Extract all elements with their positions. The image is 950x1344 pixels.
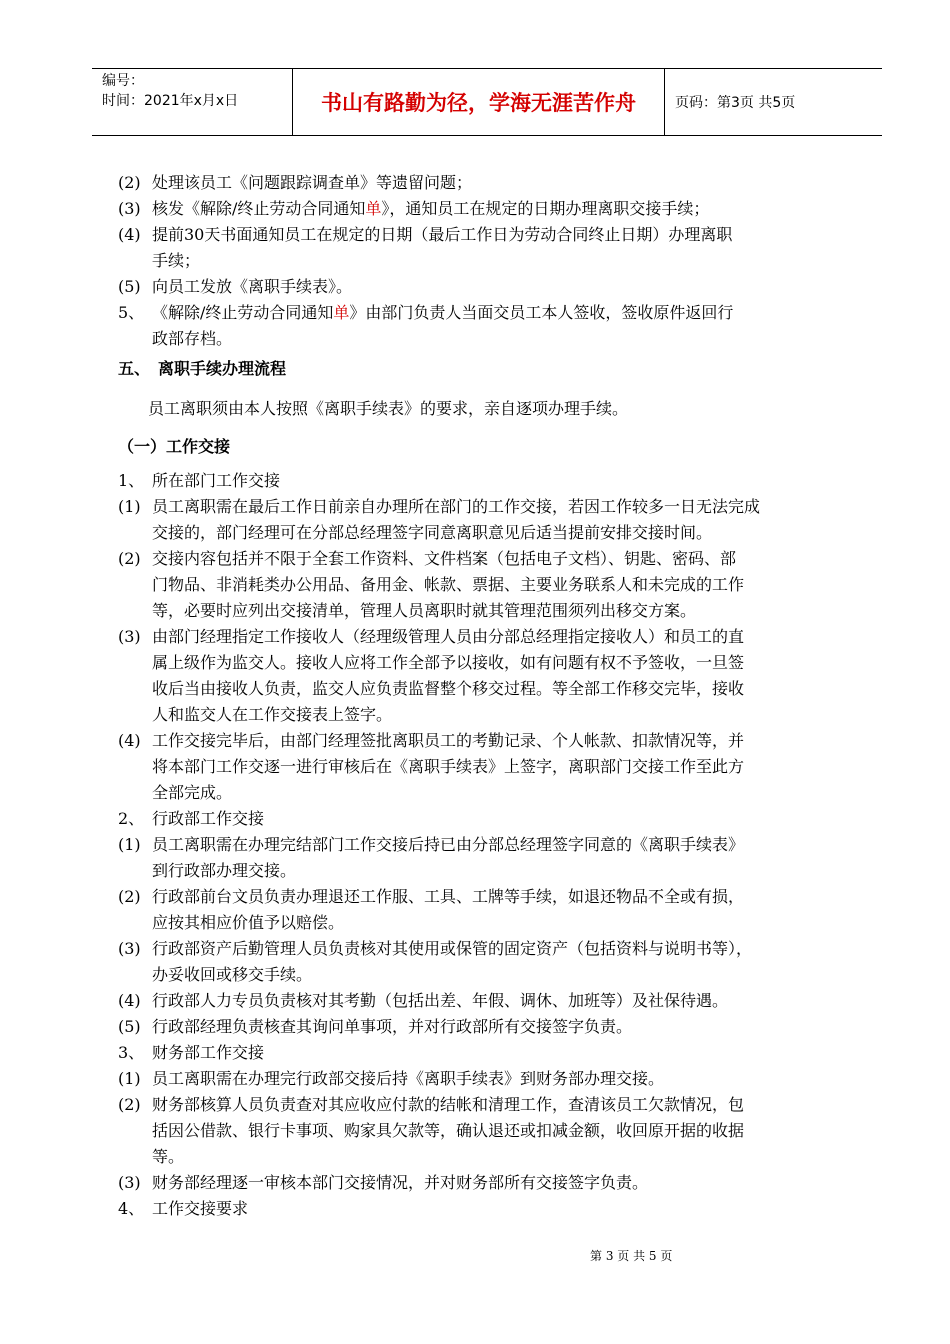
doc-time-label: 时间：2021年x月x日 (102, 93, 239, 109)
list-item (118, 1092, 863, 1170)
document-body (118, 170, 863, 1222)
header-page-number: 页码：第3页 共5页 (675, 95, 796, 111)
list-item (118, 300, 863, 352)
list-item (118, 832, 863, 884)
text-segment: 》由部门负责人当面交员工本人签收，签收原件返回行 政部存档。 (152, 303, 734, 348)
list-item (118, 884, 863, 936)
item-number: (2) (118, 173, 141, 192)
section-intro: 员工离职须由本人按照《离职手续表》的要求，亲自逐项办理手续。 (148, 399, 629, 418)
item-number: (1) (118, 1069, 141, 1088)
item-text: 财务部经理逐一审核本部门交接情况，并对财务部所有交接签字负责。 (152, 1173, 649, 1192)
item-text: 行政部资产后勤管理人员负责核对其使用或保管的固定资产（包括资料与说明书等）， 办妥收回或移交手续。 (152, 939, 753, 984)
item-text: 员工离职需在最后工作日前亲自办理所在部门的工作交接，若因工作较多一日无法完成 交接的，部门经理可在分部总经理签字同意离职意见后适当提前安排交接时间。 (152, 497, 761, 542)
list-item (118, 936, 863, 988)
item-number: 2、 (118, 809, 145, 828)
item-number: (5) (118, 277, 141, 296)
item-number: (1) (118, 497, 141, 516)
list-item (118, 170, 863, 196)
item-number: (3) (118, 1173, 141, 1192)
item-text: 向员工发放《离职手续表》。 (152, 277, 353, 296)
text-segment: 《解除/终止劳动合同通知 (152, 303, 334, 322)
item-number: (3) (118, 199, 141, 218)
item-number: 5、 (118, 303, 145, 322)
item-text: 财务部核算人员负责查对其应收应付款的结帐和清理工作，查清该员工欠款情况，包 括因公借款、银行卡事项、购家具欠款等，确认退还或扣减金额，收回原开据的收据 等。 (152, 1095, 745, 1166)
text-segment: 核发《解除/终止劳动合同通知 (152, 199, 366, 218)
list-item (118, 222, 863, 274)
item-text: 员工离职需在办理完结部门工作交接后持已由分部总经理签字同意的《离职手续表》 到行政部办理交接。 (152, 835, 745, 880)
list-item (118, 728, 863, 806)
item-text: 处理该员工《问题跟踪调查单》等遗留问题； (152, 173, 473, 192)
item-number: 1、 (118, 471, 145, 490)
item-text: 工作交接完毕后，由部门经理签批离职员工的考勤记录、个人帐款、扣款情况等，并 将本部门工作交逐一进行审核后在《离职手续表》上签字，离职部门交接工作至此方 全部完成。 (152, 731, 745, 802)
doc-number-label: 编号： (102, 73, 144, 89)
section-heading (118, 356, 863, 382)
item-number: 3、 (118, 1043, 145, 1062)
item-number: (4) (118, 225, 141, 244)
item-text: 财务部工作交接 (152, 1043, 265, 1062)
item-number: (5) (118, 1017, 141, 1036)
item-number: (1) (118, 835, 141, 854)
section-number: 五、 (118, 359, 151, 378)
item-number: (2) (118, 887, 141, 906)
section-title: 离职手续办理流程 (158, 359, 287, 378)
list-item (118, 468, 863, 494)
list-item (118, 494, 863, 546)
list-item (118, 1170, 863, 1196)
item-text: 工作交接要求 (152, 1199, 249, 1218)
list-item (118, 546, 863, 624)
highlighted-text: 单 (333, 303, 350, 322)
list-item (118, 274, 863, 300)
list-item (118, 624, 863, 728)
item-text: 员工离职需在办理完行政部交接后持《离职手续表》到财务部办理交接。 (152, 1069, 665, 1088)
item-text: 提前30天书面通知员工在规定的日期（最后工作日为劳动合同终止日期）办理离职 手续； (152, 225, 733, 270)
item-number: (3) (118, 627, 141, 646)
list-item (118, 196, 863, 222)
item-text: 行政部经理负责核查其询问单事项，并对行政部所有交接签字负责。 (152, 1017, 633, 1036)
item-text (152, 196, 863, 222)
text-segment: 》，通知员工在规定的日期办理离职交接手续； (381, 199, 710, 218)
page-header (92, 68, 882, 136)
item-text: 交接内容包括并不限于全套工作资料、文件档案（包括电子文档）、钥匙、密码、部 门物品、非消耗类办公用品、备用金、帐款、票据、主要业务联系人和未完成的工作 等，必要时应列出交接清单，管理人员离职时就其管理范围须列出移交方案。 (152, 549, 745, 620)
item-number: (3) (118, 939, 141, 958)
header-meta (92, 69, 292, 135)
item-number: (2) (118, 1095, 141, 1114)
procedure-list (118, 468, 863, 1222)
list-item (118, 806, 863, 832)
item-number: 4、 (118, 1199, 145, 1218)
item-text: 行政部前台文员负责办理退还工作服、工具、工牌等手续，如退还物品不全或有损， 应按其相应价值予以赔偿。 (152, 887, 745, 932)
item-text: 行政部人力专员负责核对其考勤（包括出差、年假、调休、加班等）及社保待遇。 (152, 991, 729, 1010)
item-number: (4) (118, 731, 141, 750)
page-footer: 第 3 页 共 5 页 (590, 1249, 673, 1263)
list-item (118, 988, 863, 1014)
item-text: 所在部门工作交接 (152, 471, 281, 490)
list-item (118, 1040, 863, 1066)
item-text (152, 300, 863, 352)
list-item (118, 1066, 863, 1092)
item-number: (4) (118, 991, 141, 1010)
header-motto: 书山有路勤为径，学海无涯苦作舟 (292, 69, 665, 135)
item-number: (2) (118, 549, 141, 568)
subsection-heading: （一）工作交接 (118, 437, 231, 456)
item-text: 由部门经理指定工作接收人（经理级管理人员由分部总经理指定接收人）和员工的直 属上级作为监交人。接收人应将工作全部予以接收，如有问题有权不予签收，一旦签 收后当由接收人负责，监交人应负责监督整个移交过程。等全部工作移交完毕，接收 人和监交人在工作交接表上签字。 (152, 627, 745, 724)
item-text: 行政部工作交接 (152, 809, 265, 828)
list-item (118, 1196, 863, 1222)
highlighted-text: 单 (365, 199, 382, 218)
list-item (118, 1014, 863, 1040)
